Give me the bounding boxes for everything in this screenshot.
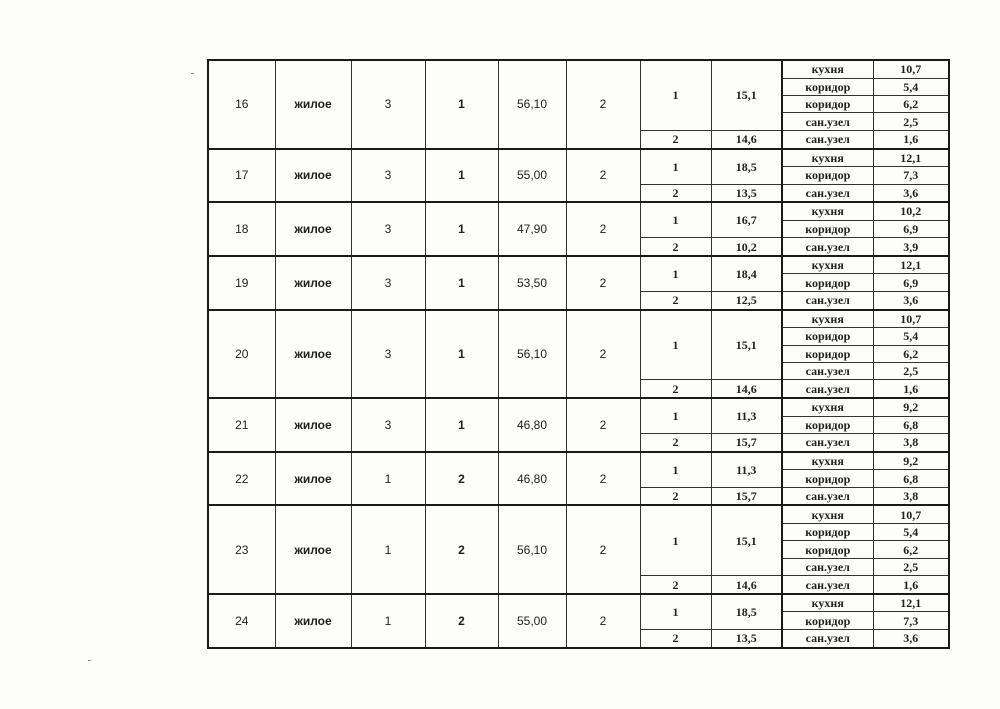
total-area-cell: 56,10: [498, 505, 566, 594]
floor-cell: 3: [351, 60, 425, 149]
section-cell: 1: [425, 202, 498, 256]
room-count-cell: 2: [566, 452, 640, 506]
aux-room-name-cell: кухня: [782, 149, 873, 167]
aux-room-name-cell: сан.узел: [782, 576, 873, 594]
total-area-cell: 56,10: [498, 310, 566, 399]
living-room-area-cell: 15,1: [711, 60, 782, 130]
aux-room-area-cell: 12,1: [873, 149, 949, 167]
living-room-area-cell: 13,5: [711, 629, 782, 648]
aux-room-name-cell: сан.узел: [782, 558, 873, 575]
total-area-cell: 47,90: [498, 202, 566, 256]
table-row: [208, 149, 949, 167]
aux-room-area-cell: 3,6: [873, 184, 949, 202]
table-row: [208, 60, 949, 78]
aux-room-area-cell: 10,2: [873, 202, 949, 220]
total-area-cell: 53,50: [498, 256, 566, 310]
aux-room-area-cell: 6,8: [873, 470, 949, 487]
aux-room-area-cell: 5,4: [873, 523, 949, 540]
floor-cell: 1: [351, 452, 425, 506]
room-count-cell: 2: [566, 256, 640, 310]
aux-room-area-cell: 9,2: [873, 398, 949, 416]
living-room-number-cell: 2: [640, 487, 711, 505]
living-room-number-cell: 2: [640, 629, 711, 648]
aux-room-name-cell: коридор: [782, 345, 873, 362]
room-count-cell: 2: [566, 60, 640, 149]
section-cell: 1: [425, 310, 498, 399]
apartment-number-cell: 24: [208, 594, 275, 648]
aux-room-name-cell: сан.узел: [782, 487, 873, 505]
aux-room-area-cell: 5,4: [873, 78, 949, 95]
aux-room-area-cell: 6,8: [873, 416, 949, 433]
apartment-number-cell: 22: [208, 452, 275, 506]
aux-room-name-cell: кухня: [782, 256, 873, 274]
aux-room-name-cell: сан.узел: [782, 238, 873, 256]
living-room-number-cell: 2: [640, 576, 711, 594]
total-area-cell: 55,00: [498, 594, 566, 648]
aux-room-name-cell: коридор: [782, 220, 873, 237]
aux-room-area-cell: 1,6: [873, 130, 949, 148]
apartment-type-cell: жилое: [275, 256, 351, 310]
apartments-table: [207, 59, 950, 649]
total-area-cell: 56,10: [498, 60, 566, 149]
aux-room-area-cell: 6,2: [873, 541, 949, 558]
aux-room-area-cell: 3,8: [873, 487, 949, 505]
total-area-cell: 46,80: [498, 452, 566, 506]
aux-room-name-cell: сан.узел: [782, 184, 873, 202]
total-area-cell: 55,00: [498, 149, 566, 203]
living-room-area-cell: 16,7: [711, 202, 782, 238]
living-room-number-cell: 1: [640, 60, 711, 130]
aux-room-name-cell: сан.узел: [782, 434, 873, 452]
apartment-type-cell: жилое: [275, 202, 351, 256]
aux-room-name-cell: сан.узел: [782, 291, 873, 309]
room-count-cell: 2: [566, 202, 640, 256]
aux-room-area-cell: 6,2: [873, 345, 949, 362]
living-room-number-cell: 1: [640, 594, 711, 630]
aux-room-name-cell: сан.узел: [782, 380, 873, 398]
section-cell: 1: [425, 398, 498, 452]
table-row: [208, 398, 949, 416]
floor-cell: 3: [351, 398, 425, 452]
aux-room-name-cell: кухня: [782, 594, 873, 612]
scan-speck: [88, 660, 91, 661]
living-room-number-cell: 2: [640, 380, 711, 398]
aux-room-name-cell: сан.узел: [782, 113, 873, 130]
apartment-type-cell: жилое: [275, 505, 351, 594]
apartment-type-cell: жилое: [275, 594, 351, 648]
floor-cell: 3: [351, 202, 425, 256]
section-cell: 2: [425, 594, 498, 648]
living-room-area-cell: 10,2: [711, 238, 782, 256]
section-cell: 1: [425, 149, 498, 203]
living-room-area-cell: 13,5: [711, 184, 782, 202]
apartment-number-cell: 23: [208, 505, 275, 594]
living-room-area-cell: 15,7: [711, 487, 782, 505]
aux-room-area-cell: 10,7: [873, 310, 949, 328]
aux-room-area-cell: 10,7: [873, 505, 949, 523]
aux-room-area-cell: 3,8: [873, 434, 949, 452]
aux-room-area-cell: 5,4: [873, 328, 949, 345]
total-area-cell: 46,80: [498, 398, 566, 452]
room-count-cell: 2: [566, 149, 640, 203]
aux-room-area-cell: 3,6: [873, 291, 949, 309]
apartment-number-cell: 20: [208, 310, 275, 399]
living-room-number-cell: 1: [640, 452, 711, 488]
living-room-number-cell: 1: [640, 256, 711, 292]
section-cell: 2: [425, 452, 498, 506]
living-room-number-cell: 1: [640, 202, 711, 238]
aux-room-name-cell: коридор: [782, 274, 873, 291]
apartments-table-body: [208, 60, 949, 648]
living-room-number-cell: 2: [640, 291, 711, 309]
room-count-cell: 2: [566, 310, 640, 399]
living-room-area-cell: 14,6: [711, 130, 782, 148]
aux-room-name-cell: кухня: [782, 398, 873, 416]
living-room-area-cell: 14,6: [711, 380, 782, 398]
table-row: [208, 505, 949, 523]
apartment-number-cell: 17: [208, 149, 275, 203]
aux-room-name-cell: кухня: [782, 202, 873, 220]
apartment-number-cell: 21: [208, 398, 275, 452]
aux-room-name-cell: коридор: [782, 612, 873, 629]
apartment-type-cell: жилое: [275, 452, 351, 506]
aux-room-area-cell: 6,9: [873, 220, 949, 237]
apartment-number-cell: 18: [208, 202, 275, 256]
aux-room-name-cell: кухня: [782, 60, 873, 78]
aux-room-name-cell: сан.узел: [782, 629, 873, 648]
aux-room-area-cell: 10,7: [873, 60, 949, 78]
aux-room-name-cell: коридор: [782, 523, 873, 540]
living-room-area-cell: 18,4: [711, 256, 782, 292]
aux-room-name-cell: коридор: [782, 416, 873, 433]
aux-room-name-cell: кухня: [782, 310, 873, 328]
living-room-number-cell: 2: [640, 130, 711, 148]
table-row: [208, 452, 949, 470]
living-room-area-cell: 15,1: [711, 505, 782, 575]
room-count-cell: 2: [566, 398, 640, 452]
apartment-type-cell: жилое: [275, 310, 351, 399]
living-room-number-cell: 2: [640, 434, 711, 452]
living-room-area-cell: 18,5: [711, 594, 782, 630]
floor-cell: 1: [351, 505, 425, 594]
aux-room-area-cell: 2,5: [873, 362, 949, 379]
room-count-cell: 2: [566, 594, 640, 648]
aux-room-area-cell: 6,2: [873, 96, 949, 113]
aux-room-area-cell: 12,1: [873, 256, 949, 274]
aux-room-name-cell: кухня: [782, 452, 873, 470]
living-room-area-cell: 12,5: [711, 291, 782, 309]
living-room-number-cell: 1: [640, 149, 711, 185]
aux-room-area-cell: 3,6: [873, 629, 949, 648]
aux-room-name-cell: коридор: [782, 541, 873, 558]
aux-room-area-cell: 2,5: [873, 113, 949, 130]
aux-room-area-cell: 7,3: [873, 167, 949, 184]
section-cell: 2: [425, 505, 498, 594]
section-cell: 1: [425, 256, 498, 310]
living-room-number-cell: 2: [640, 238, 711, 256]
table-row: [208, 202, 949, 220]
aux-room-area-cell: 2,5: [873, 558, 949, 575]
aux-room-area-cell: 9,2: [873, 452, 949, 470]
table-row: [208, 594, 949, 612]
aux-room-area-cell: 1,6: [873, 576, 949, 594]
aux-room-name-cell: сан.узел: [782, 362, 873, 379]
living-room-area-cell: 11,3: [711, 398, 782, 434]
floor-cell: 3: [351, 149, 425, 203]
section-cell: 1: [425, 60, 498, 149]
apartment-type-cell: жилое: [275, 149, 351, 203]
aux-room-area-cell: 3,9: [873, 238, 949, 256]
aux-room-area-cell: 7,3: [873, 612, 949, 629]
living-room-number-cell: 2: [640, 184, 711, 202]
aux-room-name-cell: коридор: [782, 470, 873, 487]
living-room-number-cell: 1: [640, 505, 711, 575]
living-room-area-cell: 15,1: [711, 310, 782, 380]
table-row: [208, 310, 949, 328]
scan-speck: [191, 73, 194, 74]
living-room-area-cell: 14,6: [711, 576, 782, 594]
apartment-type-cell: жилое: [275, 60, 351, 149]
floor-cell: 3: [351, 310, 425, 399]
living-room-number-cell: 1: [640, 398, 711, 434]
aux-room-name-cell: сан.узел: [782, 130, 873, 148]
floor-cell: 1: [351, 594, 425, 648]
living-room-area-cell: 15,7: [711, 434, 782, 452]
living-room-area-cell: 18,5: [711, 149, 782, 185]
room-count-cell: 2: [566, 505, 640, 594]
living-room-number-cell: 1: [640, 310, 711, 380]
apartment-number-cell: 16: [208, 60, 275, 149]
table-row: [208, 256, 949, 274]
aux-room-area-cell: 12,1: [873, 594, 949, 612]
aux-room-name-cell: коридор: [782, 96, 873, 113]
floor-cell: 3: [351, 256, 425, 310]
aux-room-name-cell: кухня: [782, 505, 873, 523]
living-room-area-cell: 11,3: [711, 452, 782, 488]
apartment-type-cell: жилое: [275, 398, 351, 452]
apartment-number-cell: 19: [208, 256, 275, 310]
aux-room-name-cell: коридор: [782, 167, 873, 184]
aux-room-area-cell: 6,9: [873, 274, 949, 291]
aux-room-area-cell: 1,6: [873, 380, 949, 398]
aux-room-name-cell: коридор: [782, 78, 873, 95]
aux-room-name-cell: коридор: [782, 328, 873, 345]
